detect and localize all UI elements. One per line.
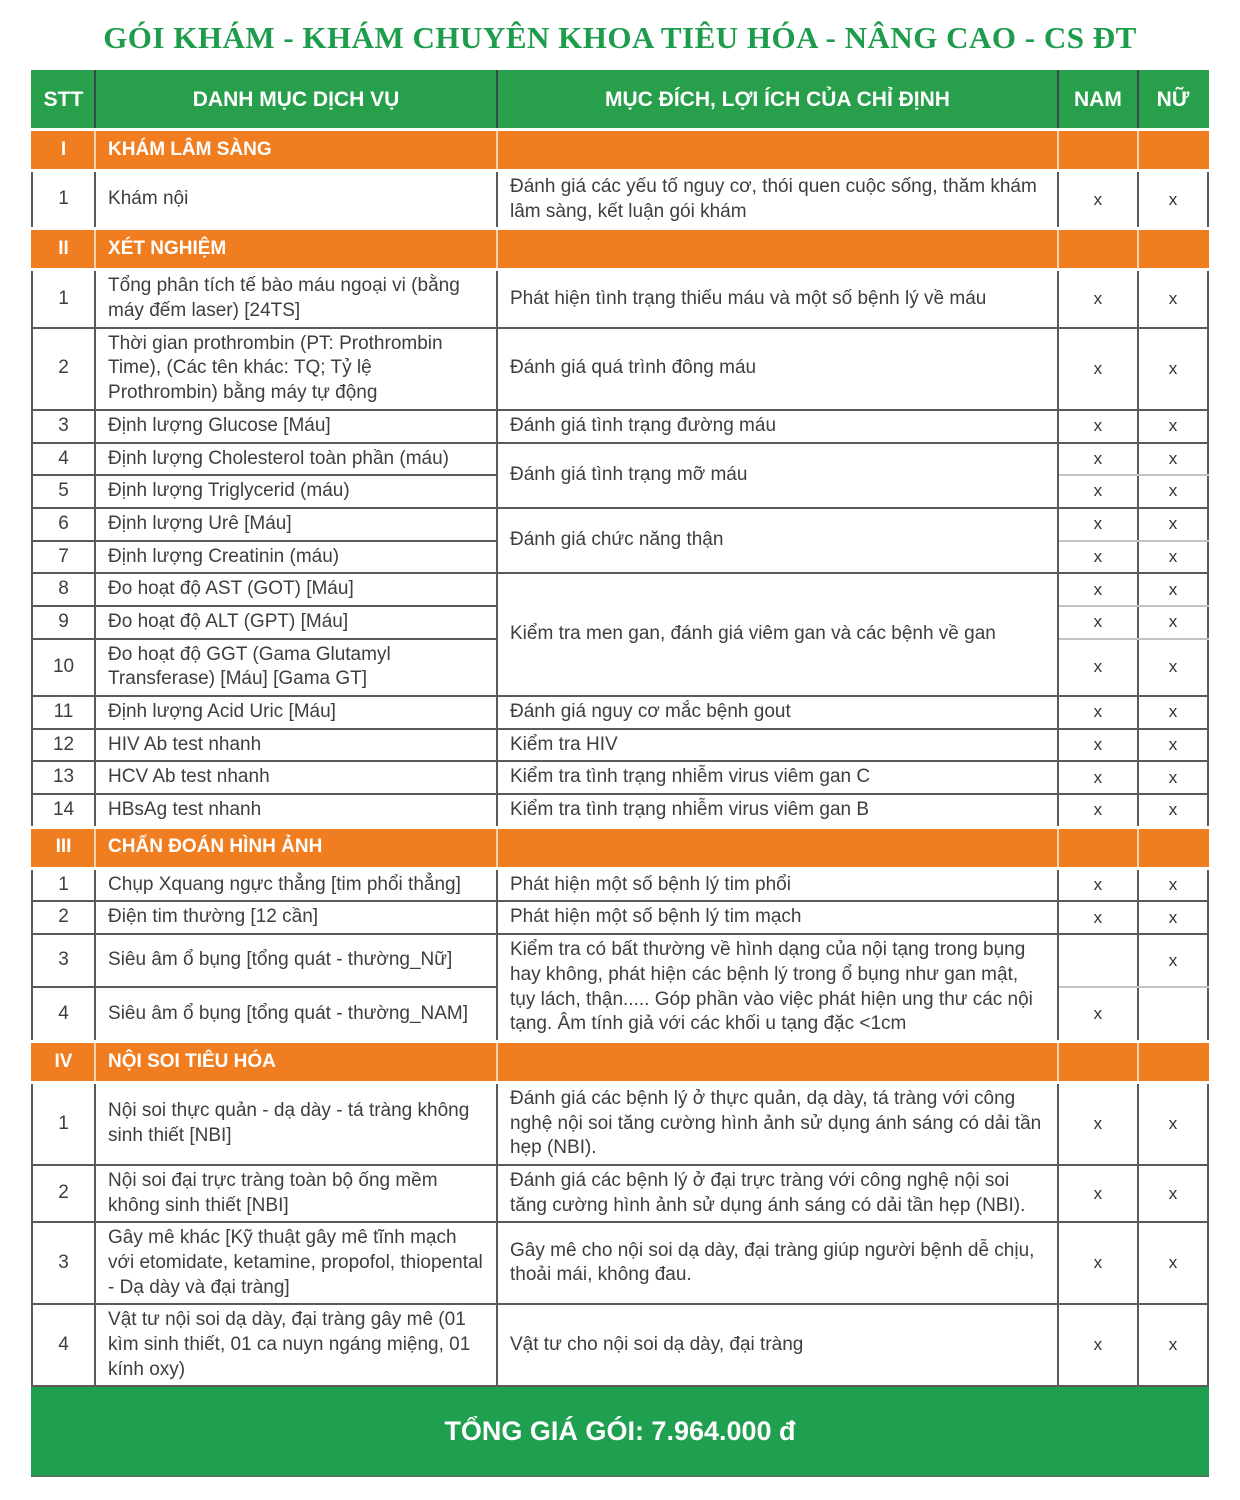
stt-cell: 13	[32, 761, 95, 794]
section-title: KHÁM LÂM SÀNG	[95, 130, 497, 171]
stt-cell: 2	[32, 1165, 95, 1222]
section-filler	[497, 827, 1058, 868]
section-filler	[1138, 827, 1208, 868]
purpose-cell: Đánh giá tình trạng đường máu	[497, 410, 1058, 443]
table-row	[32, 729, 1208, 762]
stt-cell: 4	[32, 443, 95, 476]
purpose-cell: Kiểm tra HIV	[497, 729, 1058, 762]
nam-cell: x	[1058, 761, 1138, 794]
nam-cell: x	[1058, 508, 1138, 541]
table-row	[32, 794, 1208, 827]
nam-cell: x	[1058, 696, 1138, 729]
stt-cell: 11	[32, 696, 95, 729]
service-cell: Định lượng Creatinin (máu)	[95, 541, 497, 574]
stt-cell: 2	[32, 901, 95, 934]
section-header-row-1	[32, 130, 1208, 171]
service-cell: Điện tim thường [12 cần]	[95, 901, 497, 934]
service-cell: Nội soi thực quản - dạ dày - tá tràng không sinh thiết [NBI]	[95, 1082, 497, 1165]
nam-cell: x	[1058, 639, 1138, 696]
table-row	[32, 1165, 1208, 1222]
nu-cell: x	[1138, 443, 1208, 476]
nam-cell: x	[1058, 901, 1138, 934]
stt-cell: 10	[32, 639, 95, 696]
nu-cell: x	[1138, 1304, 1208, 1386]
section-filler	[1058, 130, 1138, 171]
nam-cell: x	[1058, 171, 1138, 229]
service-cell: Tổng phân tích tế bào máu ngoại vi (bằng máy đếm laser) [24TS]	[95, 270, 497, 328]
table-row	[32, 901, 1208, 934]
stt-cell: 4	[32, 987, 95, 1041]
stt-cell: 14	[32, 794, 95, 827]
nam-cell: x	[1058, 987, 1138, 1041]
nu-cell: x	[1138, 761, 1208, 794]
column-header-nu: NỮ	[1138, 71, 1208, 130]
nu-cell: x	[1138, 475, 1208, 508]
table-row	[32, 1222, 1208, 1304]
service-cell: HBsAg test nhanh	[95, 794, 497, 827]
section-numeral: III	[32, 827, 95, 868]
nu-cell: x	[1138, 410, 1208, 443]
nam-cell: x	[1058, 410, 1138, 443]
nam-cell: x	[1058, 729, 1138, 762]
nam-cell	[1058, 934, 1138, 987]
section-filler	[1058, 1041, 1138, 1082]
service-cell: Chụp Xquang ngực thẳng [tim phổi thẳng]	[95, 868, 497, 901]
stt-cell: 3	[32, 934, 95, 987]
page-title: GÓI KHÁM - KHÁM CHUYÊN KHOA TIÊU HÓA - NÂNG CAO - CS ĐT	[103, 20, 1137, 55]
nam-cell: x	[1058, 1304, 1138, 1386]
purpose-cell: Phát hiện một số bệnh lý tim phổi	[497, 868, 1058, 901]
purpose-cell: Kiểm tra tình trạng nhiễm virus viêm gan C	[497, 761, 1058, 794]
package-table	[31, 70, 1209, 1477]
nam-cell: x	[1058, 541, 1138, 574]
section-numeral: IV	[32, 1041, 95, 1082]
service-cell: Đo hoạt độ ALT (GPT) [Máu]	[95, 606, 497, 639]
section-header-row-4	[32, 1041, 1208, 1082]
section-filler	[1138, 229, 1208, 270]
table-row	[32, 410, 1208, 443]
column-header-purpose: MỤC ĐÍCH, LỢI ÍCH CỦA CHỈ ĐỊNH	[497, 71, 1058, 130]
nu-cell: x	[1138, 901, 1208, 934]
service-cell: Đo hoạt độ AST (GOT) [Máu]	[95, 573, 497, 606]
service-cell: Đo hoạt độ GGT (Gama Glutamyl Transferase) [Máu] [Gama GT]	[95, 639, 497, 696]
section-filler	[1138, 1041, 1208, 1082]
stt-cell: 9	[32, 606, 95, 639]
purpose-cell: Phát hiện tình trạng thiếu máu và một số bệnh lý về máu	[497, 270, 1058, 328]
service-cell: Khám nội	[95, 171, 497, 229]
section-title: NỘI SOI TIÊU HÓA	[95, 1041, 497, 1082]
purpose-cell: Đánh giá nguy cơ mắc bệnh gout	[497, 696, 1058, 729]
service-cell: Thời gian prothrombin (PT: Prothrombin Time), (Các tên khác: TQ; Tỷ lệ Prothrombin) bằng máy tự động	[95, 328, 497, 410]
stt-cell: 2	[32, 328, 95, 410]
nu-cell: x	[1138, 1165, 1208, 1222]
section-header-row-2	[32, 229, 1208, 270]
table-row	[32, 171, 1208, 229]
nu-cell: x	[1138, 171, 1208, 229]
stt-cell: 7	[32, 541, 95, 574]
stt-cell: 3	[32, 1222, 95, 1304]
nam-cell: x	[1058, 794, 1138, 827]
stt-cell: 1	[32, 171, 95, 229]
column-header-service: DANH MỤC DỊCH VỤ	[95, 71, 497, 130]
nu-cell: x	[1138, 934, 1208, 987]
table-row	[32, 696, 1208, 729]
stt-cell: 1	[32, 1082, 95, 1165]
table-row	[32, 508, 1208, 541]
section-filler	[1058, 827, 1138, 868]
purpose-cell: Kiểm tra tình trạng nhiễm virus viêm gan B	[497, 794, 1058, 827]
purpose-cell: Vật tư cho nội soi dạ dày, đại tràng	[497, 1304, 1058, 1386]
table-row	[32, 270, 1208, 328]
nu-cell: x	[1138, 1222, 1208, 1304]
stt-cell: 1	[32, 270, 95, 328]
purpose-cell: Gây mê cho nội soi dạ dày, đại tràng giúp người bệnh dễ chịu, thoải mái, không đau.	[497, 1222, 1058, 1304]
service-cell: Định lượng Urê [Máu]	[95, 508, 497, 541]
nu-cell: x	[1138, 696, 1208, 729]
section-filler	[497, 1041, 1058, 1082]
total-price-row	[32, 1386, 1208, 1476]
stt-cell: 6	[32, 508, 95, 541]
stt-cell: 1	[32, 868, 95, 901]
nam-cell: x	[1058, 868, 1138, 901]
purpose-cell: Đánh giá quá trình đông máu	[497, 328, 1058, 410]
stt-cell: 8	[32, 573, 95, 606]
nu-cell	[1138, 987, 1208, 1041]
section-title: CHẨN ĐOÁN HÌNH ẢNH	[95, 827, 497, 868]
service-cell: Định lượng Glucose [Máu]	[95, 410, 497, 443]
nam-cell: x	[1058, 1222, 1138, 1304]
table-header-row	[32, 71, 1208, 130]
section-filler	[1058, 229, 1138, 270]
table-row	[32, 1082, 1208, 1165]
section-numeral: I	[32, 130, 95, 171]
section-header-row-3	[32, 827, 1208, 868]
total-price-label: TỔNG GIÁ GÓI: 7.964.000 đ	[32, 1386, 1208, 1476]
section-filler	[497, 130, 1058, 171]
service-cell: Định lượng Triglycerid (máu)	[95, 475, 497, 508]
purpose-cell-merged: Đánh giá tình trạng mỡ máu	[497, 443, 1058, 508]
stt-cell: 4	[32, 1304, 95, 1386]
nu-cell: x	[1138, 794, 1208, 827]
nam-cell: x	[1058, 270, 1138, 328]
nam-cell: x	[1058, 606, 1138, 639]
service-cell: Nội soi đại trực tràng toàn bộ ống mềm không sinh thiết [NBI]	[95, 1165, 497, 1222]
section-numeral: II	[32, 229, 95, 270]
nu-cell: x	[1138, 573, 1208, 606]
service-cell: Siêu âm ổ bụng [tổng quát - thường_Nữ]	[95, 934, 497, 987]
stt-cell: 3	[32, 410, 95, 443]
stt-cell: 5	[32, 475, 95, 508]
table-row	[32, 328, 1208, 410]
nam-cell: x	[1058, 1165, 1138, 1222]
nu-cell: x	[1138, 868, 1208, 901]
table-row	[32, 443, 1208, 476]
service-cell: Định lượng Acid Uric [Máu]	[95, 696, 497, 729]
nam-cell: x	[1058, 1082, 1138, 1165]
nu-cell: x	[1138, 639, 1208, 696]
service-cell: Vật tư nội soi dạ dày, đại tràng gây mê (01 kìm sinh thiết, 01 ca nuyn ngáng miệng, 01 kính oxy)	[95, 1304, 497, 1386]
nu-cell: x	[1138, 508, 1208, 541]
nam-cell: x	[1058, 475, 1138, 508]
purpose-cell: Đánh giá các bệnh lý ở đại trực tràng với công nghệ nội soi tăng cường hình ảnh sử dụng ánh sáng có dải tần hẹp (NBI).	[497, 1165, 1058, 1222]
table-row	[32, 868, 1208, 901]
nu-cell: x	[1138, 328, 1208, 410]
nam-cell: x	[1058, 328, 1138, 410]
table-row	[32, 934, 1208, 987]
column-header-stt: STT	[32, 71, 95, 130]
nu-cell: x	[1138, 270, 1208, 328]
purpose-cell-merged: Kiểm tra có bất thường về hình dạng của nội tạng trong bụng hay không, phát hiện các bệnh lý trong ổ bụng như gan mật, tụy lách, thận..... Góp phần vào việc phát hiện ung thư các nội tạng. Âm tính giả với các khối u tạng đặc <1cm	[497, 934, 1058, 1041]
service-cell: HIV Ab test nhanh	[95, 729, 497, 762]
nu-cell: x	[1138, 1082, 1208, 1165]
stt-cell: 12	[32, 729, 95, 762]
service-cell: Định lượng Cholesterol toàn phần (máu)	[95, 443, 497, 476]
purpose-cell-merged: Kiểm tra men gan, đánh giá viêm gan và các bệnh về gan	[497, 573, 1058, 696]
table-row	[32, 573, 1208, 606]
section-filler	[1138, 130, 1208, 171]
nu-cell: x	[1138, 729, 1208, 762]
nam-cell: x	[1058, 573, 1138, 606]
nu-cell: x	[1138, 541, 1208, 574]
section-filler	[497, 229, 1058, 270]
purpose-cell-merged: Đánh giá chức năng thận	[497, 508, 1058, 573]
service-cell: Gây mê khác [Kỹ thuật gây mê tĩnh mạch với etomidate, ketamine, propofol, thiopental - Dạ dày và đại tràng]	[95, 1222, 497, 1304]
column-header-nam: NAM	[1058, 71, 1138, 130]
nam-cell: x	[1058, 443, 1138, 476]
purpose-cell: Đánh giá các yếu tố nguy cơ, thói quen cuộc sống, thăm khám lâm sàng, kết luận gói khám	[497, 171, 1058, 229]
service-cell: HCV Ab test nhanh	[95, 761, 497, 794]
nu-cell: x	[1138, 606, 1208, 639]
service-cell: Siêu âm ổ bụng [tổng quát - thường_NAM]	[95, 987, 497, 1041]
section-title: XÉT NGHIỆM	[95, 229, 497, 270]
table-row	[32, 761, 1208, 794]
table-row	[32, 1304, 1208, 1386]
purpose-cell: Phát hiện một số bệnh lý tim mạch	[497, 901, 1058, 934]
purpose-cell: Đánh giá các bệnh lý ở thực quản, dạ dày, tá tràng với công nghệ nội soi tăng cường hình ảnh sử dụng ánh sáng có dải tần hẹp (NBI).	[497, 1082, 1058, 1165]
